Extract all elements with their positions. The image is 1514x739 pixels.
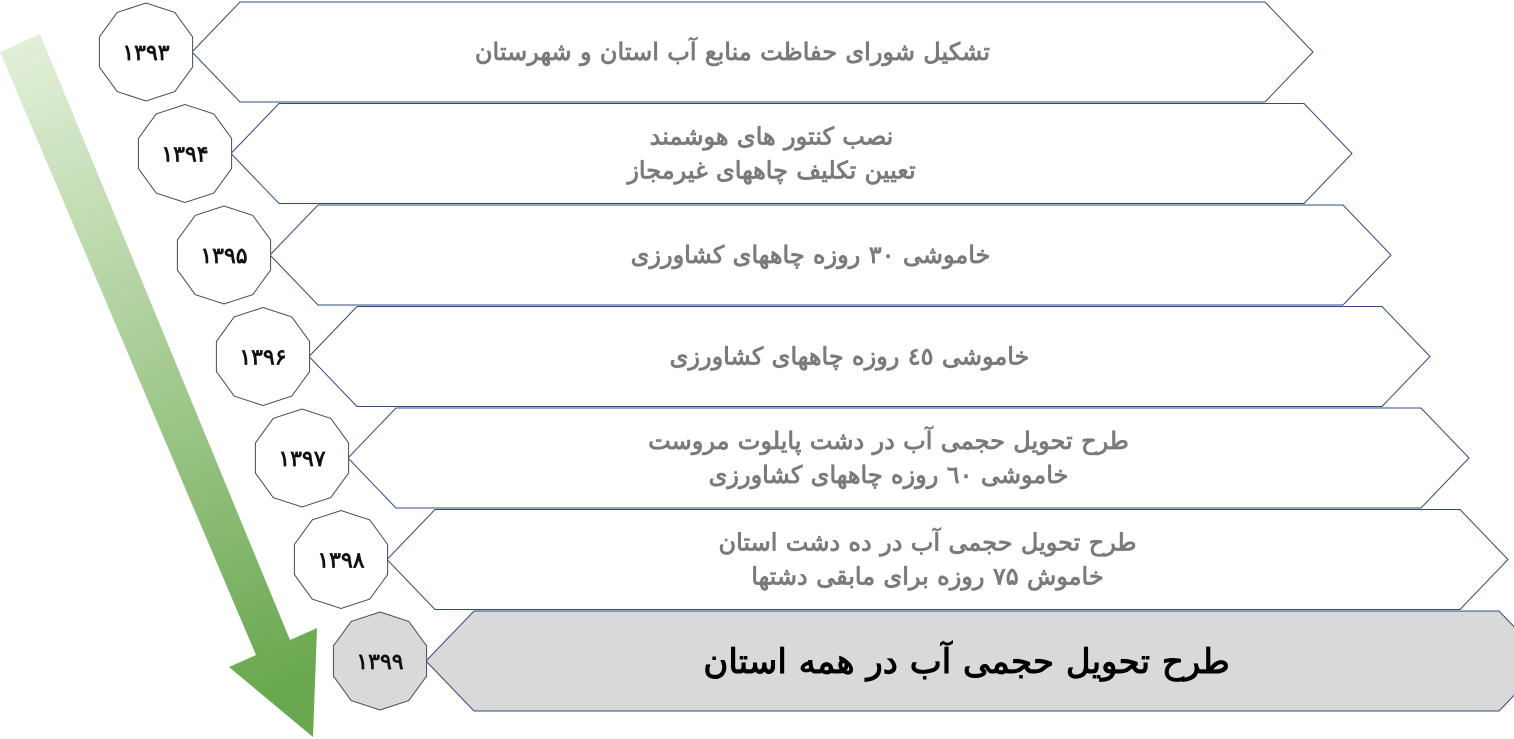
- step-text-line: تعیین تکلیف چاههای غیرمجاز: [627, 155, 916, 185]
- year-label: ۱۳۹۵: [200, 243, 248, 269]
- step-text-line: خاموش ۷۵ روزه برای مابقی دشتها: [751, 561, 1104, 591]
- step-text-line: طرح تحویل حجمی آب در همه استان: [703, 642, 1230, 682]
- step-text-line: خاموشی ٦٠ روزه چاههای کشاورزی: [708, 460, 1069, 489]
- step-text-line: تشکیل شورای حفاظت منابع آب استان و شهرستان: [474, 37, 991, 66]
- step-banner: [387, 510, 1508, 610]
- step-text-line: خاموشی ٤٥ روزه چاههای کشاورزی: [669, 341, 1030, 371]
- step-text-line: طرح تحویل حجمی آب در دشت پایلوت مروست: [648, 426, 1129, 455]
- year-label: ۱۳۹۴: [161, 141, 209, 168]
- step-text-line: خاموشی ۳۰ روزه چاههای کشاورزی: [630, 240, 991, 269]
- timeline-step: [138, 104, 1352, 204]
- step-banner: [348, 408, 1469, 508]
- timeline-step: [255, 408, 1469, 508]
- timeline-steps: [99, 2, 1514, 711]
- timeline-step: [177, 205, 1391, 305]
- timeline-step: [216, 307, 1430, 407]
- year-label: ۱۳۹۹: [356, 649, 404, 675]
- step-banner: [231, 104, 1352, 204]
- timeline-step: [99, 2, 1313, 102]
- year-label: ۱۳۹۳: [122, 40, 170, 66]
- step-text-line: طرح تحویل حجمی آب در ده دشت استان: [718, 527, 1137, 557]
- timeline-step: [294, 510, 1508, 610]
- timeline-step: [333, 611, 1514, 711]
- year-label: ۱۳۹۶: [239, 344, 287, 371]
- year-label: ۱۳۹۷: [278, 446, 326, 472]
- year-label: ۱۳۹۸: [317, 547, 365, 574]
- step-text-line: نصب کنتور های هوشمند: [649, 121, 894, 151]
